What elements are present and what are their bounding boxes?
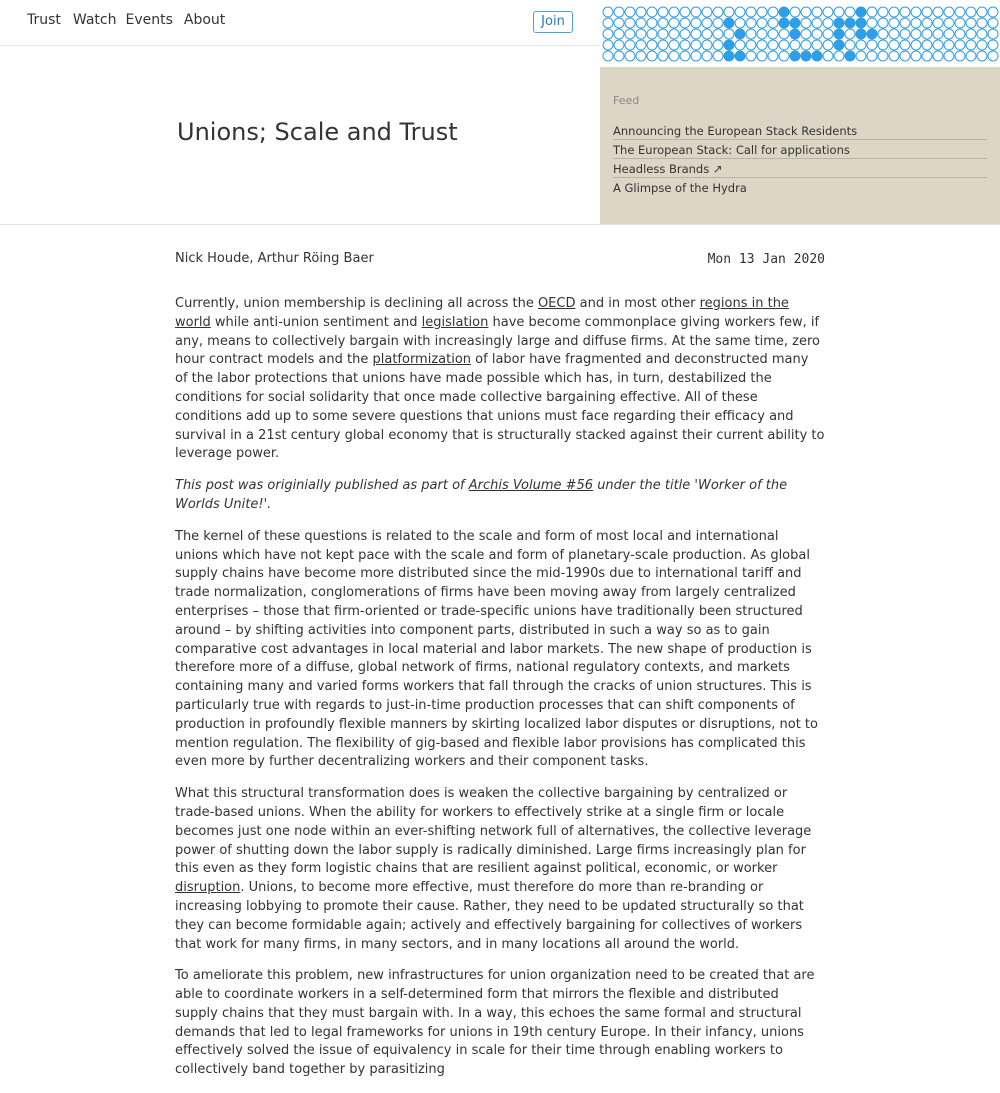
- dot-filled: [724, 51, 734, 61]
- note-text: under the title 'Worker of the Worlds Unite!'.: [175, 478, 788, 512]
- dot-empty: [625, 40, 635, 50]
- dot-empty: [922, 40, 932, 50]
- dot-filled: [856, 29, 866, 39]
- dot-filled: [856, 7, 866, 17]
- dot-empty: [988, 40, 998, 50]
- feed-item[interactable]: Headless Brands ↗: [613, 159, 987, 178]
- dot-empty: [757, 51, 767, 61]
- dot-empty: [779, 40, 789, 50]
- page-header: [0, 46, 600, 225]
- nav-item-events[interactable]: Events: [125, 12, 173, 28]
- dot-empty: [669, 40, 679, 50]
- dot-empty: [603, 40, 613, 50]
- dot-empty: [955, 40, 965, 50]
- note-text: This post was originially published as part of: [175, 478, 469, 494]
- dot-empty: [801, 40, 811, 50]
- dot-empty: [966, 51, 976, 61]
- dot-empty: [834, 51, 844, 61]
- dot-empty: [636, 7, 646, 17]
- dot-empty: [922, 51, 932, 61]
- publication-note: [175, 477, 825, 515]
- dot-empty: [790, 40, 800, 50]
- dot-empty: [658, 51, 668, 61]
- dot-empty: [856, 51, 866, 61]
- dot-empty: [966, 18, 976, 28]
- dot-empty: [636, 29, 646, 39]
- dot-empty: [977, 29, 987, 39]
- dot-filled: [834, 18, 844, 28]
- dot-empty: [625, 7, 635, 17]
- link-legislation[interactable]: legislation: [421, 314, 489, 330]
- dot-empty: [944, 18, 954, 28]
- feed-item[interactable]: A Glimpse of the Hydra: [613, 181, 747, 195]
- dot-empty: [669, 7, 679, 17]
- paragraph-text: Currently, union membership is declining all across the: [175, 296, 538, 311]
- article-paragraph: To ameliorate this problem, new infrastructures for union organization need to be created that are able to coordinate workers in a self-determined form that mirrors the flexible and distributed supply chains that they must bargain with. In a way, this echoes the same formal and structural demands that led to legal frameworks for unions in 19th century Europe. In their infancy, unions effectively solved the issue of equivalency in scale for their time through enabling workers to collectively band together by parasitizing: [175, 968, 815, 1078]
- dot-empty: [944, 29, 954, 39]
- dot-empty: [658, 29, 668, 39]
- feed-item[interactable]: The European Stack: Call for applications: [613, 140, 987, 159]
- dot-empty: [900, 7, 910, 17]
- dot-empty: [603, 18, 613, 28]
- dot-empty: [966, 29, 976, 39]
- dot-empty: [735, 18, 745, 28]
- link-regions-in-the-world[interactable]: regions in the world: [175, 296, 789, 330]
- dot-empty: [845, 29, 855, 39]
- paragraph-text: have become commonplace giving workers few, if any, means to collectively bargain with increasingly large and diffuse firms. At the same time, zero hour contract models and the: [175, 314, 821, 368]
- dot-empty: [900, 51, 910, 61]
- dot-empty: [900, 40, 910, 50]
- dot-empty: [658, 40, 668, 50]
- dot-empty: [900, 18, 910, 28]
- dot-filled: [790, 51, 800, 61]
- dot-empty: [768, 29, 778, 39]
- dot-empty: [845, 7, 855, 17]
- dot-empty: [878, 7, 888, 17]
- dot-empty: [680, 51, 690, 61]
- link-oecd[interactable]: OECD: [537, 296, 576, 311]
- feed-list: [613, 121, 987, 197]
- dot-empty: [933, 40, 943, 50]
- main-nav: [27, 12, 235, 28]
- dot-filled: [845, 51, 855, 61]
- dot-empty: [977, 7, 987, 17]
- dot-empty: [889, 51, 899, 61]
- dot-empty: [966, 7, 976, 17]
- dot-empty: [603, 51, 613, 61]
- dot-empty: [878, 40, 888, 50]
- dot-empty: [625, 18, 635, 28]
- dot-empty: [933, 51, 943, 61]
- dot-empty: [680, 29, 690, 39]
- dot-empty: [636, 40, 646, 50]
- dot-filled: [779, 7, 789, 17]
- link-platformization[interactable]: platformization: [372, 352, 472, 368]
- dot-empty: [713, 40, 723, 50]
- dot-empty: [691, 18, 701, 28]
- dot-empty: [746, 40, 756, 50]
- dot-filled: [735, 51, 745, 61]
- dot-filled: [801, 51, 811, 61]
- dot-filled: [790, 29, 800, 39]
- dot-empty: [790, 7, 800, 17]
- dot-empty: [614, 51, 624, 61]
- dot-empty: [680, 40, 690, 50]
- dot-empty: [658, 18, 668, 28]
- dot-filled: [790, 18, 800, 28]
- dot-empty: [911, 51, 921, 61]
- nav-item-trust[interactable]: Trust: [27, 12, 61, 28]
- dot-empty: [823, 29, 833, 39]
- dot-empty: [702, 18, 712, 28]
- dot-empty: [746, 29, 756, 39]
- dot-empty: [768, 7, 778, 17]
- dot-empty: [614, 40, 624, 50]
- dot-empty: [625, 29, 635, 39]
- paragraph-text: What this structural transformation does is weaken the collective bargaining by centralized or trade-based unions. When the ability for workers to effectively strike at a single firm or locale becomes just one node within an ever-shifting network full of alternatives, the collective leverage power of shutting down the labor supply is radically diminished. Large firms increasingly plan for this even as they form logistic chains that are resilient against political, economic, or worker: [175, 786, 812, 877]
- dot-empty: [647, 29, 657, 39]
- dot-empty: [779, 29, 789, 39]
- paragraph-text: . Unions, to become more effective, must therefore do more than re-branding or increasing lobbying to promote their cause. Rather, they need to be updated structurally so that they can become formidable again; actively and effectively bargaining for collectives of workers that work for many firms, in many sectors, and in many locations all around the world.: [175, 880, 804, 952]
- dot-empty: [801, 18, 811, 28]
- dot-empty: [691, 51, 701, 61]
- dot-grid-pattern: [600, 0, 1000, 67]
- article-paragraph: [175, 295, 825, 464]
- dot-empty: [889, 40, 899, 50]
- dot-empty: [933, 29, 943, 39]
- dot-empty: [812, 29, 822, 39]
- nav-item-about[interactable]: About: [183, 12, 226, 28]
- dot-empty: [647, 40, 657, 50]
- dot-empty: [944, 51, 954, 61]
- feed-label: Feed: [613, 94, 640, 107]
- dot-empty: [669, 18, 679, 28]
- dot-empty: [911, 29, 921, 39]
- dot-empty: [691, 29, 701, 39]
- dot-empty: [746, 18, 756, 28]
- dot-empty: [801, 7, 811, 17]
- dot-empty: [834, 7, 844, 17]
- dot-empty: [603, 7, 613, 17]
- dot-empty: [757, 18, 767, 28]
- dot-filled: [812, 51, 822, 61]
- dot-filled: [779, 18, 789, 28]
- article-body: [175, 295, 825, 1093]
- dot-empty: [768, 40, 778, 50]
- dot-empty: [768, 18, 778, 28]
- dot-grid-svg: [600, 0, 1000, 67]
- dot-empty: [988, 7, 998, 17]
- dot-filled: [845, 18, 855, 28]
- dot-filled: [735, 29, 745, 39]
- dot-filled: [724, 18, 734, 28]
- dot-filled: [867, 29, 877, 39]
- dot-filled: [834, 29, 844, 39]
- article-paragraph: [175, 785, 825, 954]
- dot-empty: [735, 40, 745, 50]
- dot-empty: [614, 7, 624, 17]
- dot-empty: [724, 29, 734, 39]
- feed-panel: [600, 67, 1000, 225]
- dot-empty: [713, 29, 723, 39]
- dot-filled: [856, 18, 866, 28]
- dot-empty: [944, 40, 954, 50]
- dot-empty: [702, 51, 712, 61]
- dot-empty: [988, 51, 998, 61]
- dot-empty: [955, 18, 965, 28]
- dot-empty: [988, 18, 998, 28]
- dot-empty: [900, 29, 910, 39]
- article-paragraph: The kernel of these questions is related to the scale and form of most local and international unions which have not kept pace with the scale and form of planetary-scale production. As global supply chains have become more distributed since the mid-1990s due to international tariff and trade normalization, conglomerations of firms have been moving away from largely centralized enterprises – those that firm-oriented or trade-specific unions have traditionally been structured around – by shifting activities into component parts, distributed in such a way so as to gain comparative cost advantages in local material and labor markets. The new shape of production is therefore more of a diffuse, global network of firms, national regulatory contexts, and markets containing many and varied forms workers that fall through the cracks of union structures. This is particularly true with regards to just-in-time production processes that can shift components of production in profoundly flexible manners by skirting localized labor disputes or disruptions, not to mention regulation. The flexibility of gig-based and flexible labor provisions has complicated this even more by further decentralizing workers and their component tasks.: [175, 528, 818, 770]
- dot-empty: [878, 29, 888, 39]
- paragraph-text: and in most other: [575, 296, 700, 311]
- nav-item-watch[interactable]: Watch: [72, 12, 117, 28]
- article-authors: Nick Houde, Arthur Röing Baer: [175, 251, 374, 266]
- page-title: Unions; Scale and Trust: [177, 118, 458, 146]
- dot-empty: [691, 7, 701, 17]
- dot-empty: [867, 51, 877, 61]
- dot-empty: [911, 18, 921, 28]
- dot-empty: [647, 7, 657, 17]
- dot-empty: [922, 7, 932, 17]
- dot-empty: [977, 51, 987, 61]
- dot-empty: [636, 18, 646, 28]
- dot-empty: [933, 7, 943, 17]
- dot-empty: [779, 51, 789, 61]
- dot-empty: [988, 29, 998, 39]
- dot-empty: [702, 7, 712, 17]
- dot-empty: [757, 40, 767, 50]
- dot-empty: [614, 18, 624, 28]
- header-divider: [600, 224, 1000, 225]
- dot-empty: [966, 40, 976, 50]
- dot-empty: [867, 7, 877, 17]
- dot-empty: [746, 51, 756, 61]
- paragraph-text: of labor have fragmented and deconstructed many of the labor protections that unions have made possible which has, in turn, destabilized the conditions for social solidarity that once made collective bargaining effective. All of these conditions add up to some severe questions that unions must face regarding their efficacy and survival in a 21st century global economy that is structurally stacked against their current ability to leverage power.: [175, 352, 825, 462]
- dot-empty: [911, 7, 921, 17]
- feed-item[interactable]: Announcing the European Stack Residents: [613, 121, 987, 140]
- dot-empty: [735, 7, 745, 17]
- dot-empty: [812, 7, 822, 17]
- paragraph-text: while anti-union sentiment and: [210, 314, 422, 330]
- dot-empty: [878, 51, 888, 61]
- dot-filled: [724, 40, 734, 50]
- dot-empty: [823, 18, 833, 28]
- dot-empty: [867, 18, 877, 28]
- dot-empty: [614, 29, 624, 39]
- dot-empty: [702, 40, 712, 50]
- dot-empty: [713, 7, 723, 17]
- dot-empty: [977, 40, 987, 50]
- dot-empty: [812, 18, 822, 28]
- dot-empty: [867, 40, 877, 50]
- dot-empty: [724, 7, 734, 17]
- dot-empty: [603, 29, 613, 39]
- dot-empty: [889, 7, 899, 17]
- dot-empty: [625, 51, 635, 61]
- dot-empty: [856, 40, 866, 50]
- dot-empty: [823, 40, 833, 50]
- dot-empty: [757, 7, 767, 17]
- dot-empty: [955, 29, 965, 39]
- dot-empty: [768, 51, 778, 61]
- dot-empty: [680, 7, 690, 17]
- dot-empty: [680, 18, 690, 28]
- dot-empty: [647, 51, 657, 61]
- dot-empty: [801, 29, 811, 39]
- dot-empty: [702, 29, 712, 39]
- dot-empty: [669, 51, 679, 61]
- dot-empty: [647, 18, 657, 28]
- dot-empty: [878, 18, 888, 28]
- dot-empty: [922, 18, 932, 28]
- dot-empty: [889, 29, 899, 39]
- link-archis-volume[interactable]: Archis Volume #56: [468, 478, 594, 494]
- dot-empty: [658, 7, 668, 17]
- dot-empty: [911, 40, 921, 50]
- join-button[interactable]: Join: [533, 11, 573, 33]
- dot-filled: [834, 40, 844, 50]
- link-disruption[interactable]: disruption: [175, 880, 241, 896]
- article-date: Mon 13 Jan 2020: [707, 252, 825, 267]
- dot-empty: [845, 40, 855, 50]
- dot-empty: [933, 18, 943, 28]
- dot-empty: [955, 7, 965, 17]
- dot-empty: [823, 7, 833, 17]
- dot-empty: [691, 40, 701, 50]
- dot-empty: [746, 7, 756, 17]
- top-bar: [0, 0, 600, 46]
- dot-empty: [955, 51, 965, 61]
- dot-empty: [713, 51, 723, 61]
- dot-empty: [713, 18, 723, 28]
- dot-empty: [636, 51, 646, 61]
- dot-empty: [944, 7, 954, 17]
- dot-empty: [977, 18, 987, 28]
- dot-empty: [922, 29, 932, 39]
- dot-empty: [823, 51, 833, 61]
- dot-empty: [812, 40, 822, 50]
- dot-empty: [669, 29, 679, 39]
- dot-empty: [889, 18, 899, 28]
- dot-empty: [757, 29, 767, 39]
